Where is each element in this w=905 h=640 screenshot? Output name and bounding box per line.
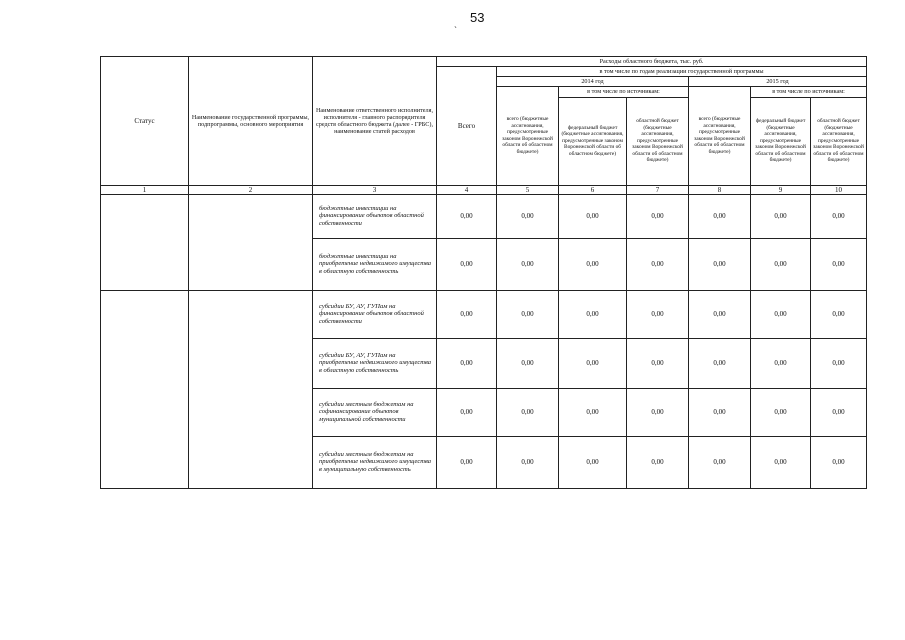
- value-cell: 0,00: [627, 436, 689, 488]
- value-cell: 0,00: [811, 436, 867, 488]
- value-cell: 0,00: [497, 290, 559, 338]
- row-label: субсидии БУ, АУ, ГУПам на приобретение недвижимого имущества в областную собственность: [313, 338, 437, 388]
- value-cell: 0,00: [559, 388, 627, 436]
- value-cell: 0,00: [811, 388, 867, 436]
- value-cell: 0,00: [437, 436, 497, 488]
- row-label: бюджетные инвестиции на финансирование объектов областной собственности: [313, 194, 437, 238]
- value-cell: 0,00: [497, 194, 559, 238]
- col-num: 8: [689, 185, 751, 194]
- col-num: 2: [189, 185, 313, 194]
- header-year-2015: 2015 год: [689, 77, 867, 87]
- col-num: 6: [559, 185, 627, 194]
- header-year-2014: 2014 год: [497, 77, 689, 87]
- value-cell: 0,00: [437, 238, 497, 290]
- value-cell: 0,00: [689, 194, 751, 238]
- status-cell: [101, 194, 189, 290]
- value-cell: 0,00: [689, 436, 751, 488]
- program-cell: [189, 194, 313, 290]
- header-all-2015: всего (бюджетные ассигнования, предусмотренные законом Воронежской области об областном бюджете): [689, 87, 751, 185]
- budget-table: [100, 56, 867, 489]
- row-label: субсидии БУ, АУ, ГУПам на финансирование объектов областной собственности: [313, 290, 437, 338]
- value-cell: 0,00: [437, 194, 497, 238]
- value-cell: 0,00: [811, 194, 867, 238]
- row-label: субсидии местным бюджетам на софинансирование объектов муниципальной собственности: [313, 388, 437, 436]
- value-cell: 0,00: [559, 194, 627, 238]
- value-cell: 0,00: [559, 290, 627, 338]
- value-cell: 0,00: [811, 290, 867, 338]
- value-cell: 0,00: [559, 238, 627, 290]
- value-cell: 0,00: [811, 238, 867, 290]
- header-federal-2014: федеральный бюджет (бюджетные ассигнования, предусмотренные законом Воронежской области об областном бюджете): [559, 97, 627, 185]
- value-cell: 0,00: [559, 436, 627, 488]
- col-num: 4: [437, 185, 497, 194]
- col-num: 1: [101, 185, 189, 194]
- value-cell: 0,00: [689, 388, 751, 436]
- status-cell: [101, 290, 189, 488]
- value-cell: 0,00: [751, 436, 811, 488]
- value-cell: 0,00: [497, 388, 559, 436]
- col-num: 9: [751, 185, 811, 194]
- header-by-years: в том числе по годам реализации государственной программы: [497, 67, 867, 77]
- col-num: 3: [313, 185, 437, 194]
- row-label: бюджетные инвестиции на приобретение недвижимого имущества в областную собственность: [313, 238, 437, 290]
- header-all-2014: всего (бюджетные ассигнования, предусмотренные законом Воронежской области об областном бюджете): [497, 87, 559, 185]
- value-cell: 0,00: [751, 290, 811, 338]
- program-cell: [189, 290, 313, 488]
- value-cell: 0,00: [751, 194, 811, 238]
- value-cell: 0,00: [811, 338, 867, 388]
- value-cell: 0,00: [627, 290, 689, 338]
- table-row: [101, 290, 867, 338]
- col-num: 7: [627, 185, 689, 194]
- header-expenses-title: Расходы областного бюджета, тыс. руб.: [437, 57, 867, 67]
- value-cell: 0,00: [627, 194, 689, 238]
- header-regional-2014: областной бюджет (бюджетные ассигнования, предусмотренные законом Воронежской области об областном бюджете): [627, 97, 689, 185]
- header-regional-2015: областной бюджет (бюджетные ассигнования, предусмотренные законом Воронежской области об областном бюджете): [811, 97, 867, 185]
- value-cell: 0,00: [559, 338, 627, 388]
- value-cell: 0,00: [689, 238, 751, 290]
- col-num: 10: [811, 185, 867, 194]
- header-total: Всего: [437, 67, 497, 185]
- value-cell: 0,00: [751, 388, 811, 436]
- value-cell: 0,00: [751, 338, 811, 388]
- value-cell: 0,00: [689, 290, 751, 338]
- header-status: Статус: [101, 57, 189, 186]
- value-cell: 0,00: [437, 388, 497, 436]
- header-federal-2015: федеральный бюджет (бюджетные ассигнования, предусмотренные законом Воронежской области об областном бюджете): [751, 97, 811, 185]
- value-cell: 0,00: [497, 338, 559, 388]
- row-label: субсидии местным бюджетам на приобретение недвижимого имущества в муниципальную собственность: [313, 436, 437, 488]
- header-program-name: Наименование государственной программы, подпрограммы, основного мероприятия: [189, 57, 313, 186]
- header-sources-2015: в том числе по источникам:: [751, 87, 867, 97]
- value-cell: 0,00: [497, 238, 559, 290]
- column-numbers-row: [101, 185, 867, 194]
- table-row: [101, 194, 867, 238]
- value-cell: 0,00: [437, 338, 497, 388]
- value-cell: 0,00: [689, 338, 751, 388]
- value-cell: 0,00: [437, 290, 497, 338]
- value-cell: 0,00: [751, 238, 811, 290]
- value-cell: 0,00: [627, 238, 689, 290]
- scan-mark: `: [454, 25, 457, 35]
- col-num: 5: [497, 185, 559, 194]
- value-cell: 0,00: [497, 436, 559, 488]
- header-executor: Наименование ответственного исполнителя, исполнителя - главного распорядителя средств областного бюджета (далее - ГРБС), наименование статей расходов: [313, 57, 437, 186]
- value-cell: 0,00: [627, 388, 689, 436]
- header-sources-2014: в том числе по источникам:: [559, 87, 689, 97]
- value-cell: 0,00: [627, 338, 689, 388]
- page-number: 53: [470, 10, 485, 25]
